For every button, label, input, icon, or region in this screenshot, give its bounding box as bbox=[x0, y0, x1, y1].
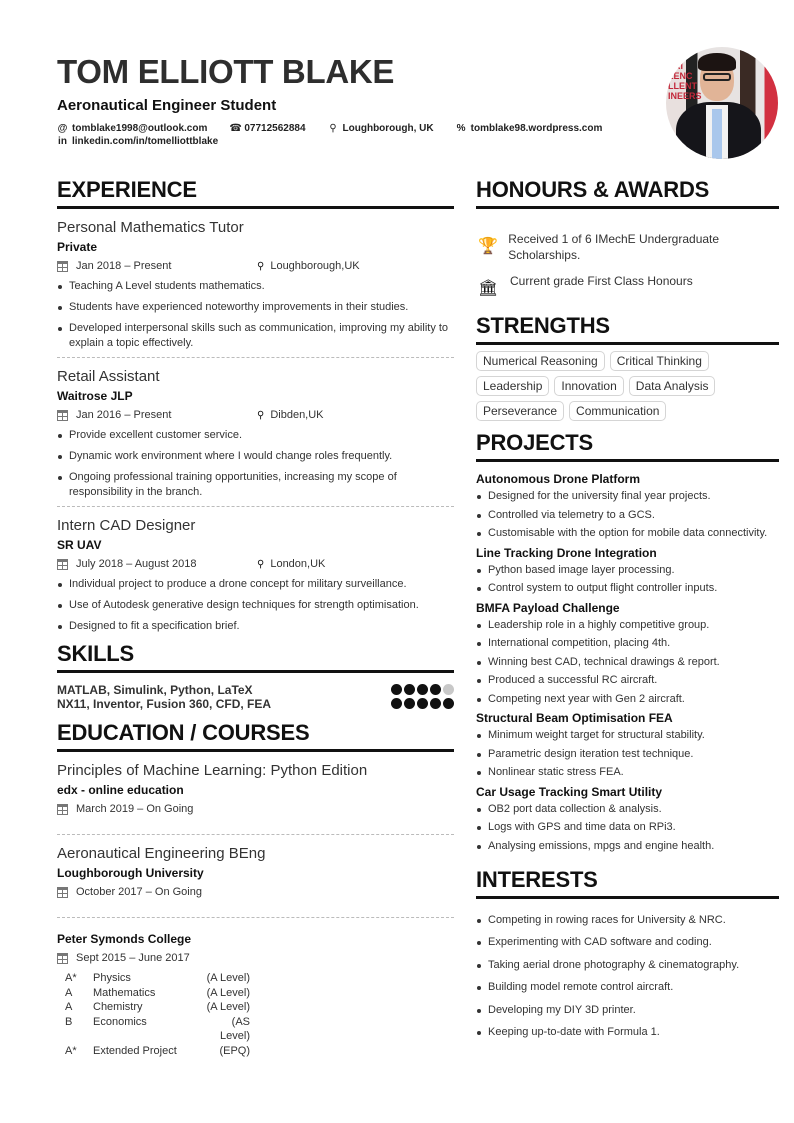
bullet-item: Analysing emissions, mpgs and engine health. bbox=[476, 839, 779, 854]
job-title: Personal Mathematics Tutor bbox=[57, 219, 244, 236]
project-title: BMFA Payload Challenge bbox=[476, 600, 620, 615]
strength-tag: Numerical Reasoning bbox=[476, 351, 605, 371]
bullet-item: Python based image layer processing. bbox=[476, 563, 779, 578]
location-pin-icon: ⚲ bbox=[329, 123, 337, 134]
job-bullets bbox=[57, 428, 454, 500]
bullet-item: Individual project to produce a drone concept for military surveillance. bbox=[57, 577, 454, 592]
bullet-item: Winning best CAD, technical drawings & report. bbox=[476, 655, 779, 670]
course-date: October 2017 – On Going bbox=[76, 886, 202, 898]
bullet-item: Logs with GPS and time data on RPi3. bbox=[476, 820, 779, 835]
bullet-item: Teaching A Level students mathematics. bbox=[57, 279, 454, 294]
job-organization: SR UAV bbox=[57, 538, 102, 552]
strength-tags bbox=[476, 351, 779, 421]
project-title: Line Tracking Drone Integration bbox=[476, 545, 657, 560]
honours-section bbox=[476, 176, 779, 298]
rating-dot-empty-icon bbox=[443, 684, 454, 695]
project-entry bbox=[476, 710, 779, 780]
skill-group: NX11, Inventor, Fusion 360, CFD, FEA bbox=[57, 697, 272, 711]
section-title-strengths: STRENGTHS bbox=[476, 313, 610, 338]
rating-row bbox=[391, 684, 454, 695]
bullet-item: International competition, placing 4th. bbox=[476, 636, 779, 651]
calendar-icon bbox=[57, 887, 68, 898]
section-title-experience: EXPERIENCE bbox=[57, 177, 197, 202]
bullet-item: Ongoing professional training opportunities, increasing my scope of responsibility in the branch. bbox=[57, 470, 454, 500]
job-entry bbox=[57, 358, 454, 507]
education-entry bbox=[57, 752, 454, 835]
experience-section bbox=[57, 176, 454, 634]
rating-dot-filled-icon bbox=[430, 698, 441, 709]
left-column bbox=[57, 176, 454, 1058]
project-entry bbox=[476, 784, 779, 854]
at-icon: @ bbox=[57, 123, 68, 134]
rating-row bbox=[391, 698, 454, 709]
contact-info bbox=[57, 122, 657, 148]
section-divider bbox=[476, 896, 779, 899]
bullet-item: Designed for the university final year projects. bbox=[476, 489, 779, 504]
project-entry bbox=[476, 600, 779, 707]
skill-rating bbox=[391, 684, 454, 711]
bullet-item: Minimum weight target for structural stability. bbox=[476, 728, 779, 743]
link-icon: % bbox=[456, 123, 466, 134]
interest-item: Competing in rowing races for University & NRC. bbox=[476, 913, 779, 928]
institution: edx - online education bbox=[57, 783, 184, 797]
section-title-projects: PROJECTS bbox=[476, 430, 593, 455]
interests-section bbox=[476, 866, 779, 1041]
strength-tag: Innovation bbox=[554, 376, 623, 396]
trophy-icon: 🏆 bbox=[478, 238, 498, 255]
section-title-honours: HONOURS & AWARDS bbox=[476, 177, 710, 202]
location-pin-icon: ⚲ bbox=[257, 559, 265, 570]
skill-group: MATLAB, Simulink, Python, LaTeX bbox=[57, 683, 253, 697]
calendar-icon bbox=[57, 410, 68, 421]
calendar-icon bbox=[57, 804, 68, 815]
job-location: Loughborough,UK bbox=[270, 260, 360, 272]
contact-location: ⚲ Loughborough, UK bbox=[329, 123, 434, 134]
calendar-icon bbox=[57, 261, 68, 272]
job-entry bbox=[57, 209, 454, 358]
rating-dot-filled-icon bbox=[391, 684, 402, 695]
course-date: Sept 2015 – June 2017 bbox=[76, 952, 190, 964]
grade-row: B Economics (AS Level) bbox=[65, 1015, 250, 1042]
bullet-item: Controlled via telemetry to a GCS. bbox=[476, 508, 779, 523]
strength-tag: Leadership bbox=[476, 376, 549, 396]
strengths-section bbox=[476, 312, 779, 421]
section-title-education: EDUCATION / COURSES bbox=[57, 720, 310, 745]
location-pin-icon: ⚲ bbox=[257, 261, 265, 272]
course-title: Principles of Machine Learning: Python Edition bbox=[57, 762, 368, 779]
course-date: March 2019 – On Going bbox=[76, 803, 194, 815]
job-organization: Private bbox=[57, 240, 98, 254]
right-column bbox=[476, 176, 779, 1048]
interest-item: Building model remote control aircraft. bbox=[476, 980, 779, 995]
bullet-item: Customisable with the option for mobile data connectivity. bbox=[476, 526, 779, 541]
bullet-item: Use of Autodesk generative design techniques for strength optimisation. bbox=[57, 598, 454, 613]
rating-dot-filled-icon bbox=[391, 698, 402, 709]
bullet-item: Designed to fit a specification brief. bbox=[57, 619, 454, 634]
institution: Loughborough University bbox=[57, 866, 204, 880]
bullet-item: Provide excellent customer service. bbox=[57, 428, 454, 443]
strength-tag: Communication bbox=[569, 401, 666, 421]
rating-dot-filled-icon bbox=[417, 684, 428, 695]
projects-section bbox=[476, 429, 779, 854]
section-title-skills: SKILLS bbox=[57, 641, 135, 666]
rating-dot-filled-icon bbox=[417, 698, 428, 709]
interest-item: Developing my DIY 3D printer. bbox=[476, 1003, 779, 1018]
award-item bbox=[476, 273, 779, 298]
contact-website[interactable]: % tomblake98.wordpress.com bbox=[456, 123, 603, 134]
job-location: Dibden,UK bbox=[270, 409, 324, 421]
project-entry bbox=[476, 471, 779, 541]
interest-item: Experimenting with CAD software and coding. bbox=[476, 935, 779, 950]
bullet-item: OB2 port data collection & analysis. bbox=[476, 802, 779, 817]
job-date: July 2018 – August 2018 bbox=[76, 558, 197, 570]
section-divider bbox=[476, 459, 779, 462]
award-text: Received 1 of 6 IMechE Undergraduate Scholarships. bbox=[508, 232, 720, 262]
education-entry bbox=[57, 918, 454, 1058]
award-text: Current grade First Class Honours bbox=[510, 274, 693, 288]
candidate-name: TOM ELLIOTT BLAKE bbox=[57, 53, 395, 90]
course-title: Aeronautical Engineering BEng bbox=[57, 845, 266, 862]
job-bullets bbox=[57, 577, 454, 634]
education-entry bbox=[57, 835, 454, 918]
interest-item: Keeping up-to-date with Formula 1. bbox=[476, 1025, 779, 1040]
grades-table bbox=[57, 971, 454, 1058]
profile-photo bbox=[666, 47, 778, 159]
project-title: Car Usage Tracking Smart Utility bbox=[476, 784, 663, 799]
skills-section bbox=[57, 640, 454, 711]
project-title: Structural Beam Optimisation FEA bbox=[476, 711, 673, 725]
project-entry bbox=[476, 545, 779, 597]
section-divider bbox=[476, 342, 779, 345]
bullet-item: Dynamic work environment where I would change roles frequently. bbox=[57, 449, 454, 464]
grade-row: A* Extended Project (EPQ) bbox=[65, 1044, 250, 1057]
interest-item: Taking aerial drone photography & cinematography. bbox=[476, 958, 779, 973]
calendar-icon bbox=[57, 559, 68, 570]
phone-icon: ☎ bbox=[229, 123, 242, 134]
job-title: Retail Assistant bbox=[57, 368, 160, 385]
contact-linkedin[interactable]: in linkedin.com/in/tomelliottblake bbox=[58, 136, 219, 147]
bullet-item: Developed interpersonal skills such as communication, improving my ability to explain a topic effectively. bbox=[57, 321, 454, 351]
job-title: Intern CAD Designer bbox=[57, 517, 196, 534]
strength-tag: Perseverance bbox=[476, 401, 564, 421]
grade-row: A Chemistry (A Level) bbox=[65, 1001, 250, 1013]
institution: Peter Symonds College bbox=[57, 932, 192, 946]
bullet-item: Students have experienced noteworthy improvements in their studies. bbox=[57, 300, 454, 315]
resume-header bbox=[57, 52, 657, 148]
contact-email[interactable]: @ tomblake1998@outlook.com bbox=[57, 123, 208, 134]
contact-phone[interactable]: ☎ 07712562884 bbox=[229, 123, 306, 134]
strength-tag: Data Analysis bbox=[629, 376, 716, 396]
job-date: Jan 2018 – Present bbox=[76, 260, 172, 272]
strength-tag: Critical Thinking bbox=[610, 351, 709, 371]
rating-dot-filled-icon bbox=[404, 698, 415, 709]
bullet-item: Parametric design iteration test technique. bbox=[476, 747, 779, 762]
rating-dot-filled-icon bbox=[430, 684, 441, 695]
job-bullets bbox=[57, 279, 454, 351]
grade-row: A* Physics (A Level) bbox=[65, 972, 250, 984]
job-date: Jan 2016 – Present bbox=[76, 409, 172, 421]
location-pin-icon: ⚲ bbox=[257, 410, 265, 421]
bullet-item: Nonlinear static stress FEA. bbox=[476, 765, 779, 780]
job-location: London,UK bbox=[270, 558, 326, 570]
job-organization: Waitrose JLP bbox=[57, 389, 133, 403]
grade-row: A Mathematics (A Level) bbox=[65, 986, 250, 999]
photo-background-banner: ERI LENC LLENT INEERS bbox=[668, 61, 702, 101]
bullet-item: Leadership role in a highly competitive group. bbox=[476, 618, 779, 633]
award-item bbox=[476, 231, 779, 263]
project-title: Autonomous Drone Platform bbox=[476, 472, 640, 486]
rating-dot-filled-icon bbox=[443, 698, 454, 709]
section-title-interests: INTERESTS bbox=[476, 866, 598, 892]
candidate-tagline: Aeronautical Engineer Student bbox=[57, 97, 277, 114]
bullet-item: Competing next year with Gen 2 aircraft. bbox=[476, 692, 779, 707]
job-entry bbox=[57, 507, 454, 634]
bullet-item: Produced a successful RC aircraft. bbox=[476, 673, 779, 688]
calendar-icon bbox=[57, 953, 68, 964]
bullet-item: Control system to output flight controller inputs. bbox=[476, 581, 779, 596]
rating-dot-filled-icon bbox=[404, 684, 415, 695]
university-icon: 🏛 bbox=[478, 280, 499, 297]
linkedin-icon: in bbox=[58, 136, 67, 147]
education-section bbox=[57, 719, 454, 1058]
section-divider bbox=[57, 670, 454, 673]
section-divider bbox=[476, 206, 779, 209]
